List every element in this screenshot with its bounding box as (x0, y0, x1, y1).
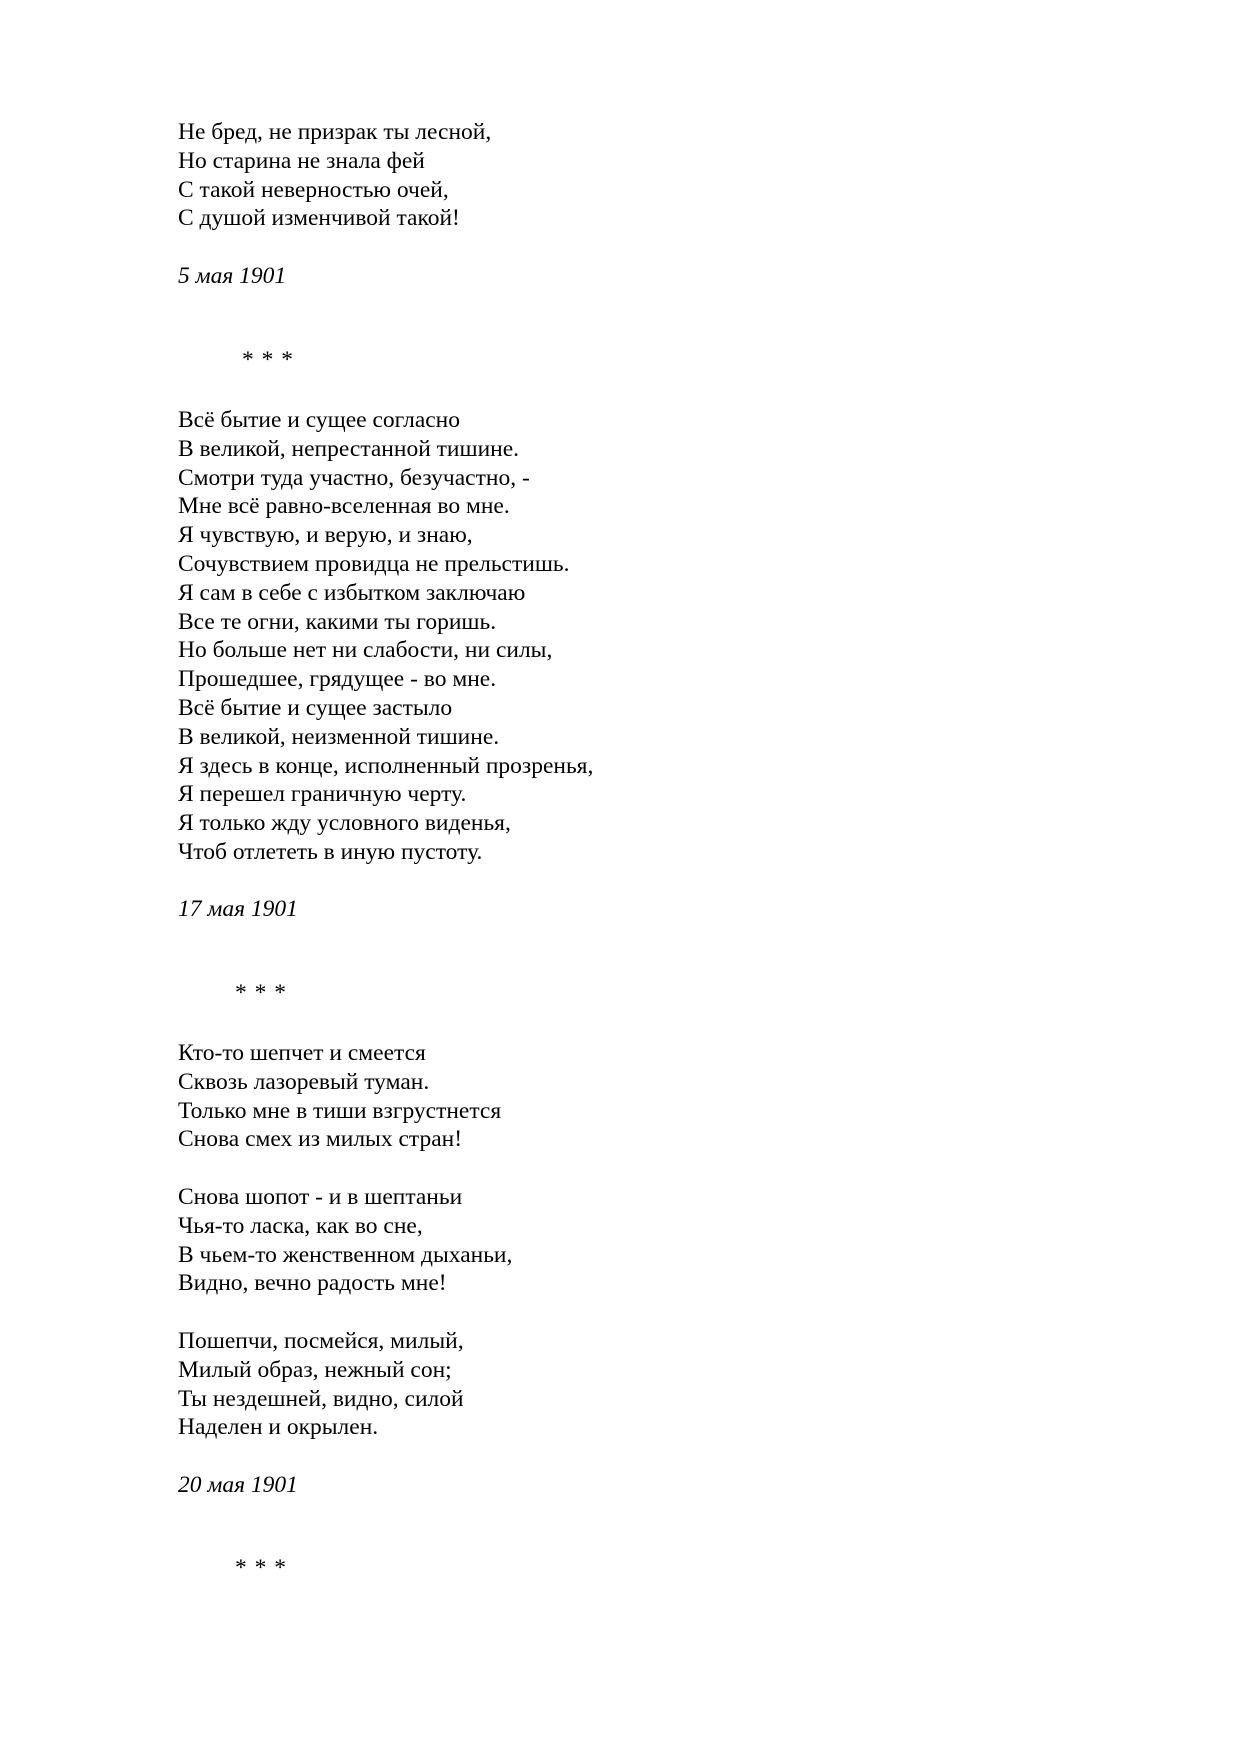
poem4-separator: * * * (235, 1555, 287, 1581)
poem-line: Милый образ, нежный сон; (178, 1356, 452, 1383)
poem-line: Я сам в себе с избытком заключаю (178, 579, 526, 606)
poem-line: Чтоб отлететь в иную пустоту. (178, 838, 483, 865)
poem-line: Ты нездешней, видно, силой (178, 1385, 464, 1412)
poem1-stanza (178, 118, 491, 233)
poem-line: В великой, непрестанной тишине. (178, 435, 520, 462)
poem-line: Кто-то шепчет и смеется (178, 1040, 426, 1066)
poem-line: Снова шопот - и в шептаньи (178, 1184, 463, 1210)
poem2-stanza (178, 406, 593, 867)
poem2-separator: * * * (242, 347, 294, 373)
poem-line: Всё бытие и сущее согласно (178, 407, 460, 433)
poem-line: Видно, вечно радость мне! (178, 1270, 447, 1297)
poem-line: Не бред, не призрак ты лесной, (178, 119, 492, 145)
poem-line: Все те огни, какими ты горишь. (178, 608, 497, 635)
poem-line: В великой, неизменной тишине. (178, 723, 500, 750)
poem3-stanza-2 (178, 1183, 512, 1298)
poem3-date: 20 мая 1901 (178, 1472, 298, 1498)
poem-line: Но больше нет ни слабости, ни силы, (178, 637, 553, 664)
poem-line: Всё бытие и сущее застыло (178, 694, 453, 721)
poem-line: Я здесь в конце, исполненный прозренья, (178, 752, 594, 779)
poem-line: С душой изменчивой такой! (178, 205, 460, 232)
poem-line: Пошепчи, посмейся, милый, (178, 1328, 464, 1354)
poem2-date: 17 мая 1901 (178, 896, 298, 922)
poem-line: Но старина не знала фей (178, 147, 425, 174)
poem3-stanza-1 (178, 1039, 501, 1154)
poem-line: Смотри туда участно, безучастно, - (178, 464, 530, 491)
poem-line: Только мне в тиши взгрустнется (178, 1097, 502, 1124)
poem-line: Чья-то ласка, как во сне, (178, 1212, 423, 1239)
poem3-stanza-3 (178, 1327, 464, 1442)
poem-line: Мне всё равно-вселенная во мне. (178, 493, 510, 520)
poem-line: Я только жду условного виденья, (178, 810, 511, 837)
poem-line: С такой неверностью очей, (178, 176, 449, 203)
poem-line: Я перешел граничную черту. (178, 781, 467, 808)
poem-line: Снова смех из милых стран! (178, 1126, 463, 1153)
poem-line: Сквозь лазоревый туман. (178, 1068, 430, 1095)
poem-line: Сочувствием провидца не прельстишь. (178, 550, 570, 577)
poem-line: В чьем-то женственном дыханьи, (178, 1241, 513, 1268)
poem-line: Прошедшее, грядущее - во мне. (178, 666, 497, 693)
poem-line: Наделен и окрылен. (178, 1414, 379, 1441)
poem3-separator: * * * (235, 980, 287, 1006)
poem1-date: 5 мая 1901 (178, 263, 287, 289)
poem-line: Я чувствую, и верую, и знаю, (178, 522, 473, 549)
